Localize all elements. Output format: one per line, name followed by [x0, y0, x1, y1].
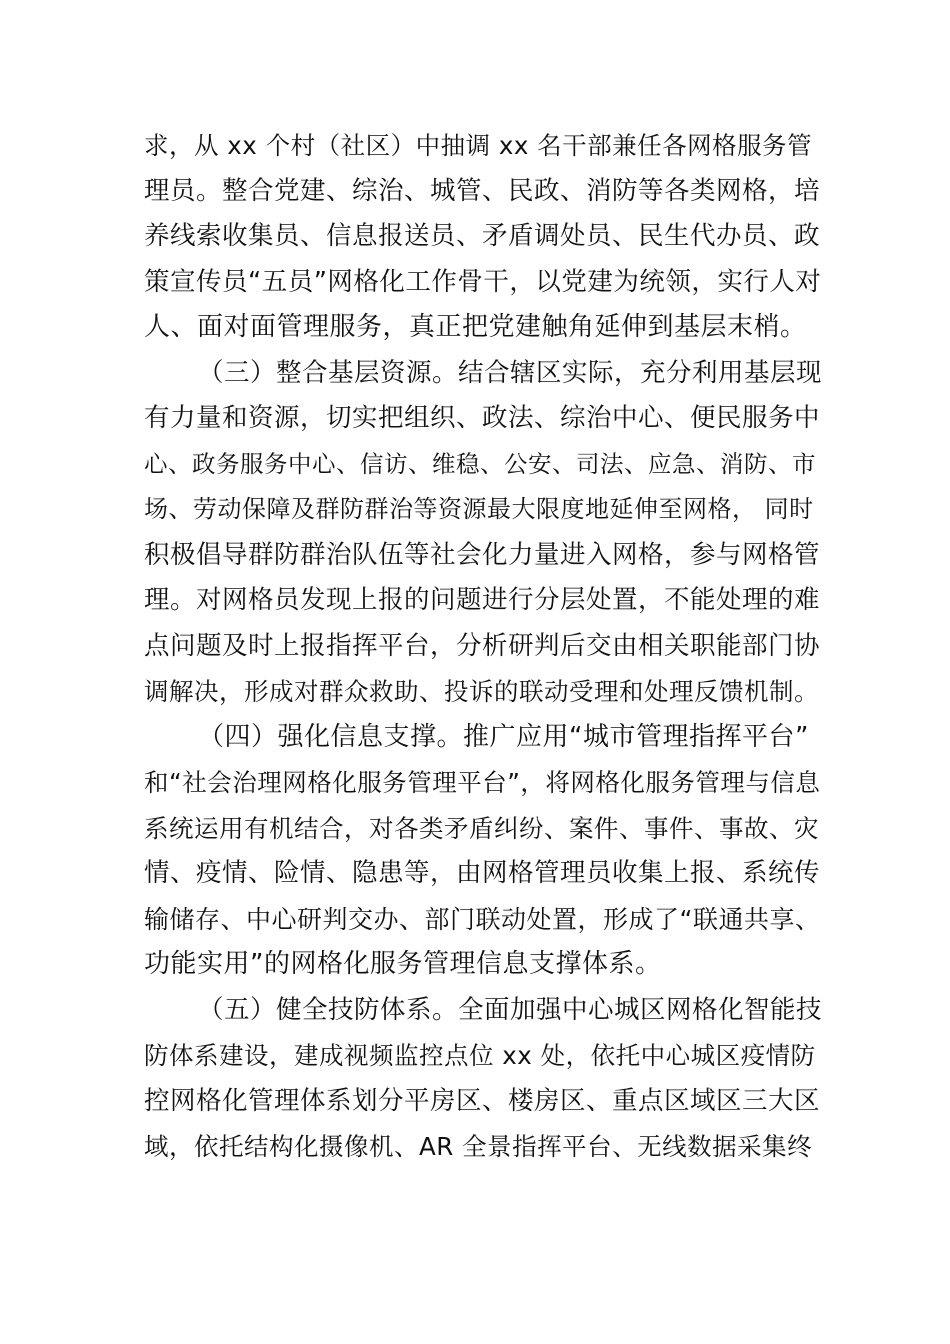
text-line: 防体系建设，建成视频监控点位 xx 处，依托中心城区疫情防: [144, 1041, 816, 1070]
text-line: 理。对网格员发现上报的问题进行分层处置，不能处理的难: [144, 585, 821, 615]
text-line: 情、疫情、险情、隐患等，由网格管理员收集上报、系统传: [144, 858, 821, 888]
text-line: 理员。整合党建、综治、城管、民政、消防等各类网格，培: [144, 175, 821, 206]
text-line: 策宣传员“五员”网格化工作骨干，以党建为统领，实行人对: [144, 266, 822, 297]
text-line: 养线索收集员、信息报送员、矛盾调处员、民生代办员、政: [144, 221, 821, 251]
document-body: [144, 123, 824, 1170]
text-line: 和“社会治理网格化服务管理平台”，将网格化服务管理与信息: [144, 768, 821, 797]
text-line: 域，依托结构化摄像机、AR 全景指挥平台、无线数据采集终: [144, 1132, 813, 1161]
text-line: 积极倡导群防群治队伍等社会化力量进入网格，参与网格管: [144, 539, 821, 570]
text-line: 心、政务服务中心、信访、维稳、公安、司法、应急、消防、市: [144, 449, 816, 478]
text-line: （三）整合基层资源。结合辖区实际，充分利用基层现: [198, 357, 823, 388]
text-line: 求，从 xx 个村（社区）中抽调 xx 名干部兼任各网格服务管: [144, 131, 813, 160]
text-line: 控网格化管理体系划分平房区、楼房区、重点区域区三大区: [144, 1085, 821, 1116]
text-line: 输储存、中心研判交办、部门联动处置，形成了“联通共享、: [144, 904, 821, 934]
text-line: 点问题及时上报指挥平台，分析研判后交由相关职能部门协: [144, 630, 821, 661]
text-line: 场、劳动保障及群防群治等资源最大限度地延伸至网格， 同时: [144, 495, 814, 523]
text-line: 人、面对面管理服务，真正把党建触角延伸到基层末梢。: [144, 312, 807, 342]
text-line: 系统运用有机结合，对各类矛盾纠纷、案件、事件、事故、灾: [144, 813, 819, 843]
text-line: （五）健全技防体系。全面加强中心城区网格化智能技: [198, 994, 823, 1025]
text-line: 调解决，形成对群众救助、投诉的联动受理和处理反馈机制。: [144, 677, 819, 706]
text-line: 功能实用”的网格化服务管理信息支撑体系。: [144, 949, 662, 979]
text-line: 有力量和资源，切实把组织、政法、综治中心、便民服务中: [144, 403, 821, 433]
text-line: （四）强化信息支撑。推广应用“城市管理指挥平台”: [198, 721, 809, 752]
